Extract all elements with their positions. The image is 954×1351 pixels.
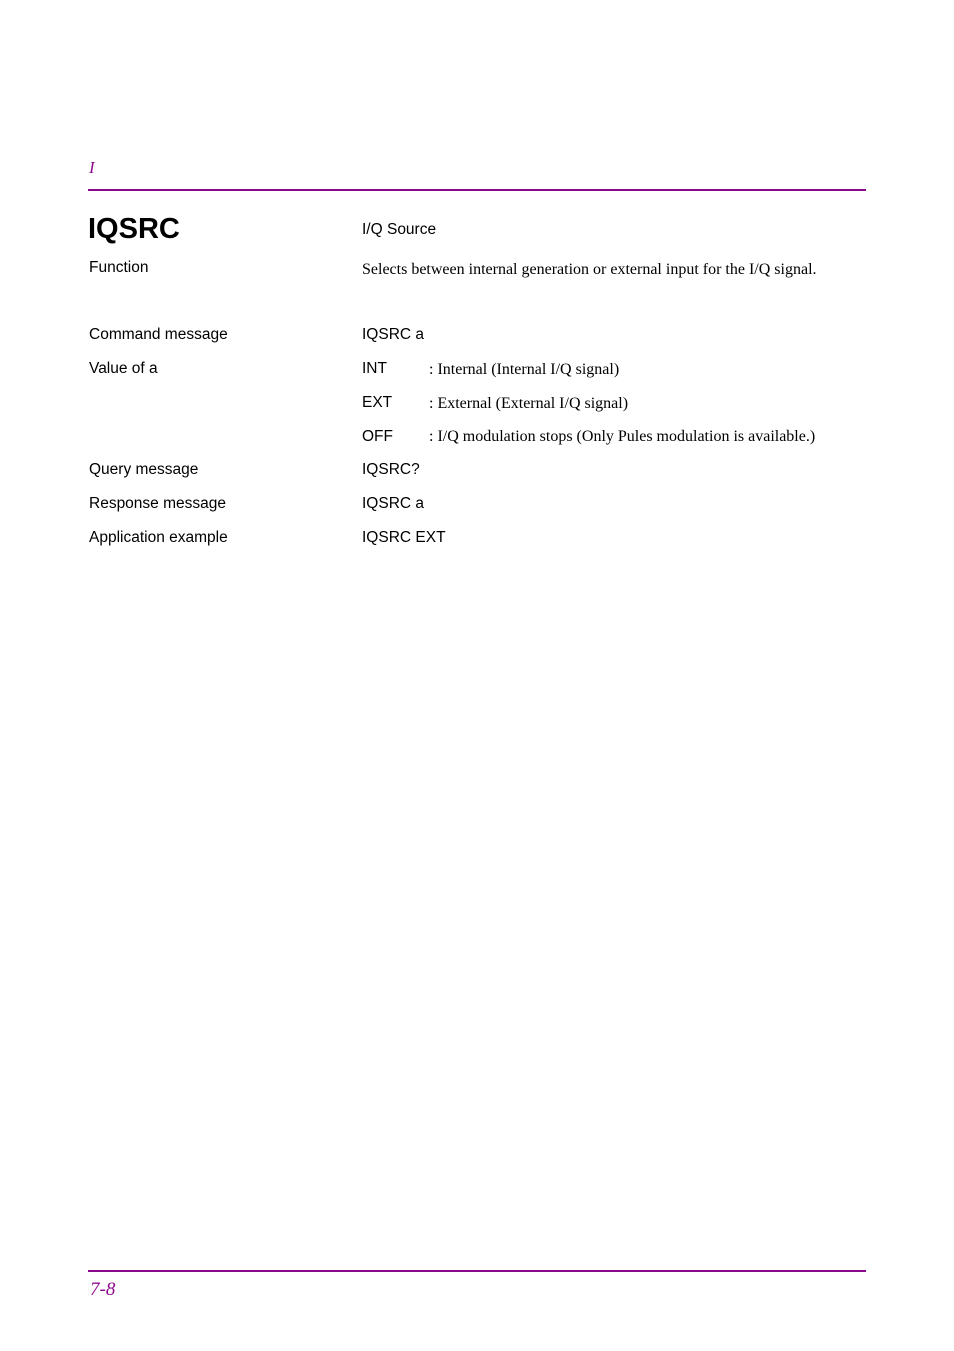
command-title: IQSRC [88,213,180,245]
value-desc-off: : I/Q modulation stops (Only Pules modulation is available.) [429,428,816,445]
value-of-a-label: Value of a [89,360,158,377]
response-message-value: IQSRC a [362,495,425,512]
value-code-off: OFF [362,428,393,445]
function-label: Function [89,259,149,276]
application-example-label: Application example [89,529,228,546]
command-message-label: Command message [89,326,228,343]
footer-rule [88,1270,866,1272]
value-desc-ext: : External (External I/Q signal) [429,395,629,412]
header-rule [88,189,866,191]
value-code-int: INT [362,360,387,377]
response-message-label: Response message [89,495,226,512]
query-message-value: IQSRC? [362,461,420,478]
command-message-value: IQSRC a [362,326,425,343]
application-example-value: IQSRC EXT [362,529,446,546]
section-letter: I [89,158,95,177]
page-number: 7-8 [90,1279,116,1300]
value-code-ext: EXT [362,394,393,411]
query-message-label: Query message [89,461,199,478]
value-desc-int: : Internal (Internal I/Q signal) [429,361,620,378]
function-text: Selects between internal generation or external input for the I/Q signal. [362,261,817,278]
command-subtitle: I/Q Source [362,221,437,238]
